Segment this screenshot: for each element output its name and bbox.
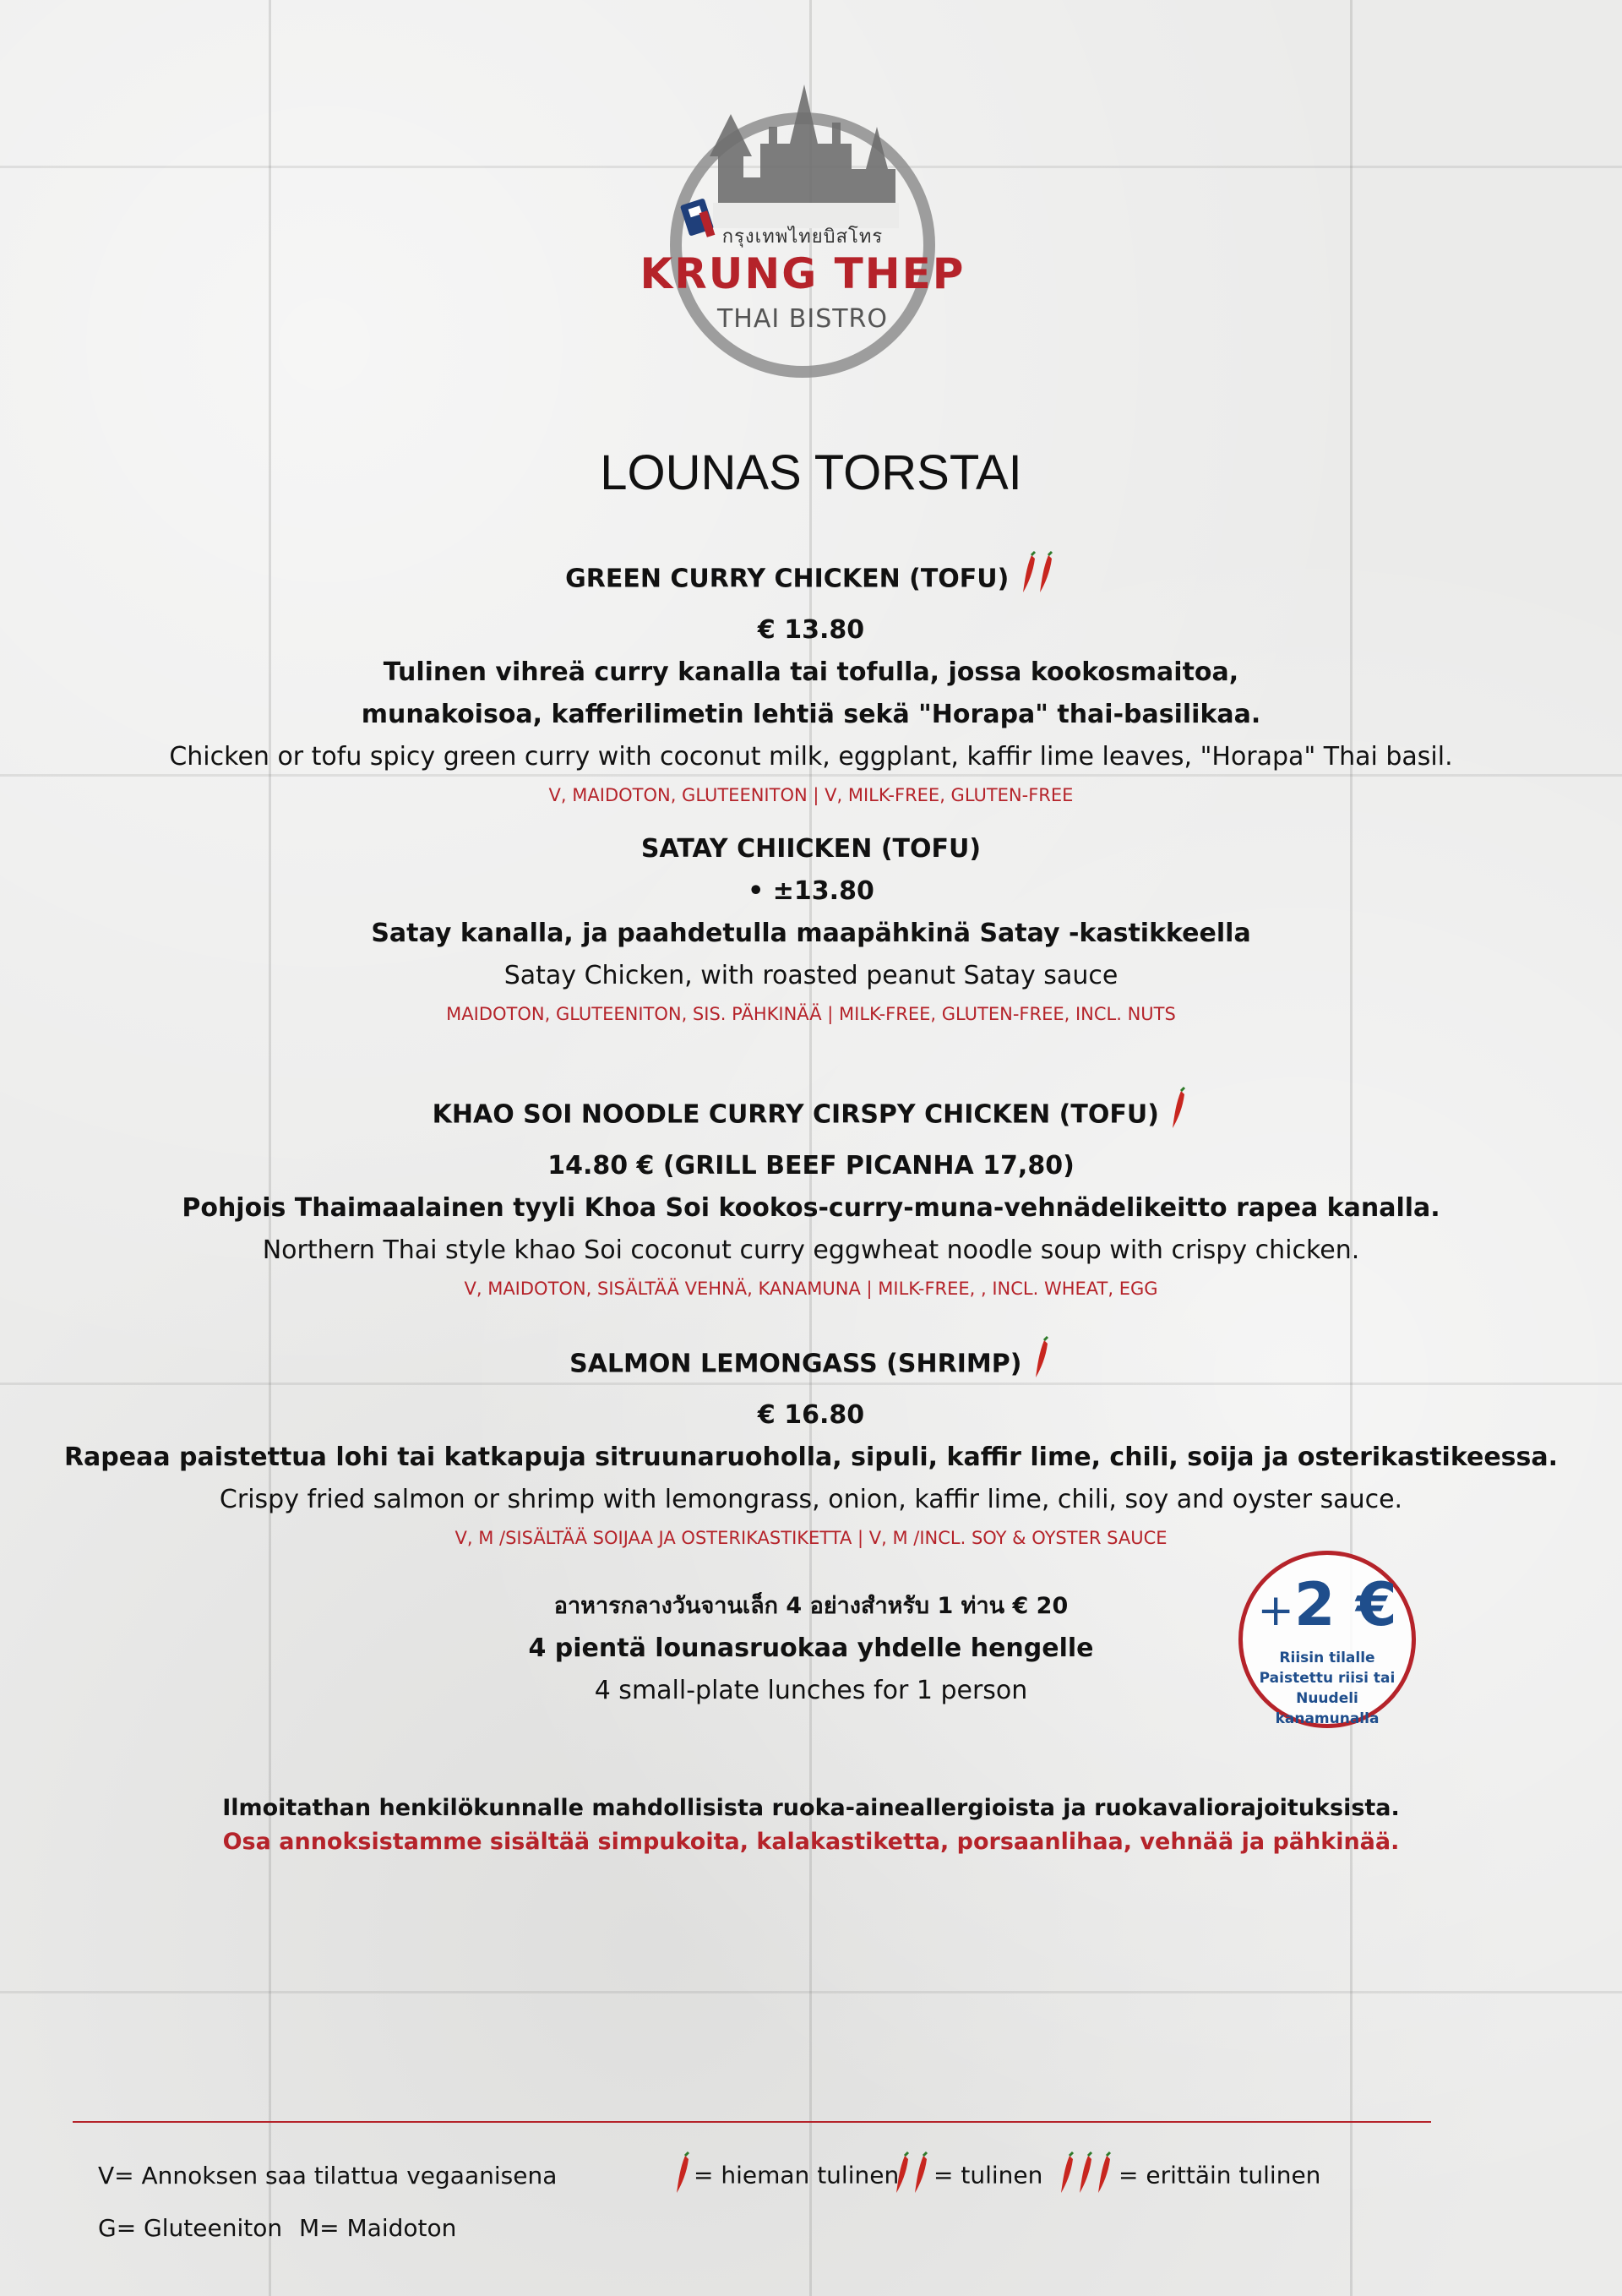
dish-diet-info: V, MAIDOTON, SISÄLTÄÄ VEHNÄ, KANAMUNA | MILK-FREE, , INCL. WHEAT, EGG xyxy=(464,1279,1158,1299)
legend-hot: = tulinen xyxy=(891,2151,1042,2202)
dish-description-fi: Pohjois Thaimaalainen tyyli Khoa Soi kookos-curry-muna-vehnädelikeitto rapea kanalla. xyxy=(182,1193,1440,1223)
legend-milk: M= Maidoton xyxy=(299,2214,457,2242)
dish-description-en: Northern Thai style khao Soi coconut curry eggwheat noodle soup with crispy chicken. xyxy=(262,1235,1360,1265)
combo-en-text: 4 small-plate lunches for 1 person xyxy=(594,1676,1028,1705)
logo-name: KRUNG THEP xyxy=(640,249,966,298)
chili-pepper-icon xyxy=(1056,2151,1119,2202)
logo-subtitle: THAI BISTRO xyxy=(716,304,889,334)
dish-item xyxy=(0,550,1622,812)
allergy-notice-line: Ilmoitathan henkilökunnalle mahdollisista ruoka-aineallergioista ja ruokavaliorajoituksista. xyxy=(222,1795,1400,1821)
dish-name: SALMON LEMONGASS (SHRIMP) xyxy=(0,1335,1622,1394)
dish-name: KHAO SOI NOODLE CURRY CIRSPY CHICKEN (TOFU) xyxy=(0,1086,1622,1145)
dish-price: 14.80 € (GRILL BEEF PICANHA 17,80) xyxy=(547,1151,1075,1181)
chili-pepper-icon xyxy=(1031,1335,1053,1394)
allergy-notice xyxy=(0,1792,1622,1859)
dish-item xyxy=(0,1335,1622,1555)
legend-gluten: G= Gluteeniton xyxy=(98,2214,283,2242)
dish-price: € 16.80 xyxy=(757,1400,865,1430)
badge-amount: +2 € xyxy=(1257,1570,1397,1639)
logo-thai-name: กรุงเทพไทยบิสโทร xyxy=(721,226,884,248)
combo-thai-text: อาหารกลางวันจานเล็ก 4 อย่างสำหรับ 1 ท่าน € 20 xyxy=(553,1593,1069,1619)
legend-mild: = hieman tulinen xyxy=(672,2151,899,2202)
restaurant-logo xyxy=(625,76,980,397)
dish-diet-info: V, MAIDOTON, GLUTEENITON | V, MILK-FREE, GLUTEN-FREE xyxy=(548,785,1074,805)
chili-pepper-icon xyxy=(891,2151,933,2202)
combo-fi-text: 4 pientä lounasruokaa yhdelle hengelle xyxy=(528,1633,1094,1663)
dish-description-fi-2: munakoisoa, kafferilimetin lehtiä sekä "Horapa" thai-basilikaa. xyxy=(361,700,1261,729)
dish-price: • ±13.80 xyxy=(748,876,874,906)
dish-diet-info: MAIDOTON, GLUTEENITON, SIS. PÄHKINÄÄ | MILK-FREE, GLUTEN-FREE, INCL. NUTS xyxy=(446,1004,1176,1024)
dish-description-fi: Satay kanalla, ja paahdetulla maapähkinä Satay -kastikkeella xyxy=(371,919,1251,948)
dish-name: GREEN CURRY CHICKEN (TOFU) xyxy=(0,550,1622,609)
dish-item xyxy=(0,1086,1622,1306)
dish-price: € 13.80 xyxy=(757,615,865,645)
page-title: LOUNAS TORSTAI xyxy=(600,445,1022,500)
divider xyxy=(73,2121,1431,2123)
dish-description-fi: Tulinen vihreä curry kanalla tai tofulla, jossa kookosmaitoa, xyxy=(383,657,1239,687)
badge-text: Riisin tilalle Paistettu riisi tai Nuudeli kanamunalla xyxy=(1259,1650,1396,1727)
chili-pepper-icon xyxy=(1018,550,1057,609)
dish-description-en: Chicken or tofu spicy green curry with coconut milk, eggplant, kaffir lime leaves, "Horapa" Thai basil. xyxy=(169,742,1453,772)
extra-price-badge xyxy=(1238,1551,1416,1728)
dish-description-fi: Rapeaa paistettua lohi tai katkapuja sitruunaruoholla, sipuli, kaffir lime, chili, soija ja osterikastikeessa. xyxy=(63,1442,1559,1472)
dish-item xyxy=(0,828,1622,1031)
legend-very-hot: = erittäin tulinen xyxy=(1056,2151,1320,2202)
dish-description-en: Satay Chicken, with roasted peanut Satay sauce xyxy=(503,961,1119,990)
chili-pepper-icon xyxy=(672,2151,694,2202)
dish-diet-info: V, M /SISÄLTÄÄ SOIJAA JA OSTERIKASTIKETTA | V, M /INCL. SOY & OYSTER SAUCE xyxy=(454,1528,1168,1548)
legend-vegan: V= Annoksen saa tilattua vegaanisena xyxy=(98,2162,558,2190)
dish-description-en: Crispy fried salmon or shrimp with lemongrass, onion, kaffir lime, chili, soy and oyster sauce. xyxy=(219,1485,1403,1514)
allergy-warning-line: Osa annoksistamme sisältää simpukoita, kalakastiketta, porsaanlihaa, vehnää ja pähkinää. xyxy=(222,1829,1400,1855)
chili-pepper-icon xyxy=(1168,1086,1189,1145)
dish-name: SATAY CHIICKEN (TOFU) xyxy=(640,834,982,864)
